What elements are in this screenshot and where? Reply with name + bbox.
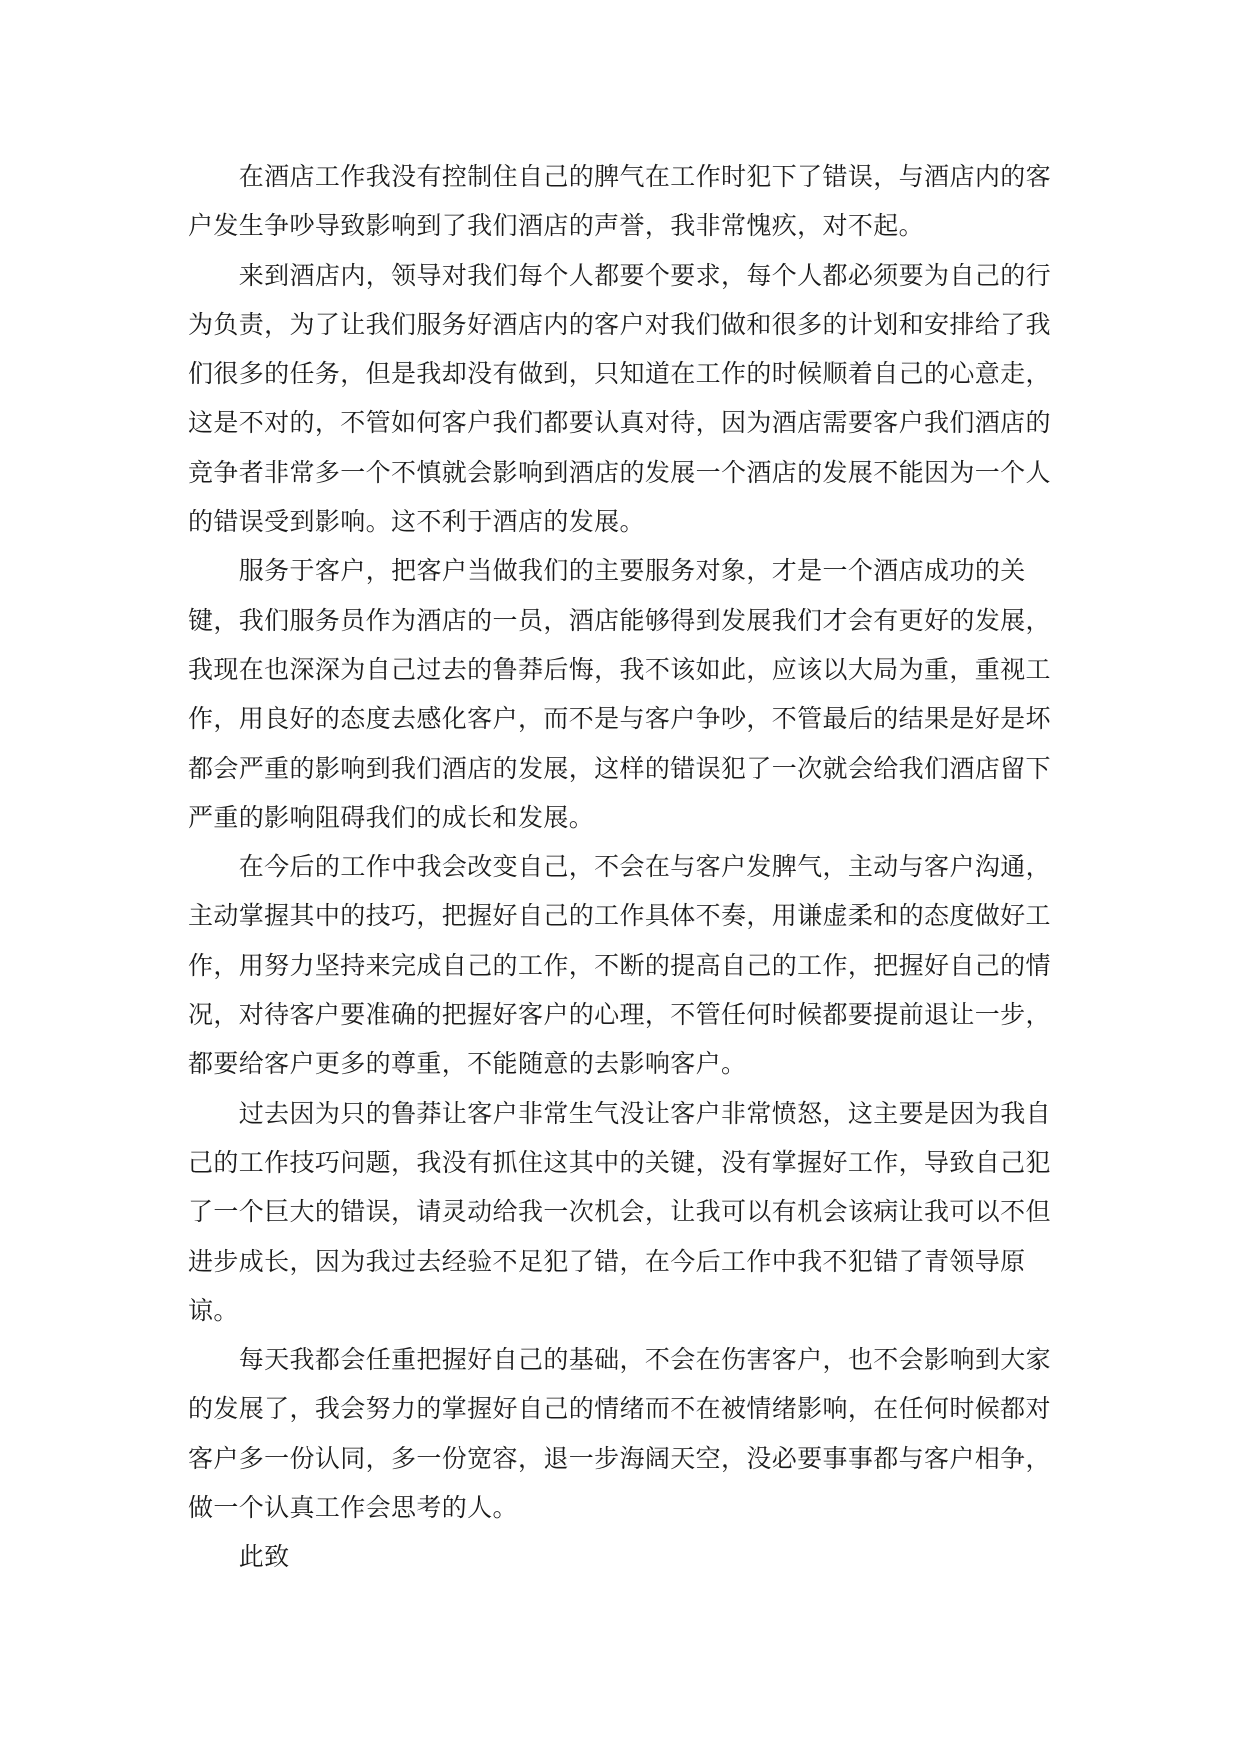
text-line: 都会严重的影响到我们酒店的发展，这样的错误犯了一次就会给我们酒店留下 <box>188 755 1051 783</box>
text-line: 做一个认真工作会思考的人。 <box>188 1495 518 1523</box>
text-line: 我现在也深深为自己过去的鲁莽后悔，我不该如此，应该以大局为重，重视工 <box>188 656 1051 684</box>
text-line: 来到酒店内，领导对我们每个人都要个要求，每个人都必须要为自己的行 <box>238 262 1051 290</box>
text-line: 在今后的工作中我会改变自己，不会在与客户发脾气，主动与客户沟通， <box>238 854 1051 882</box>
paragraph <box>188 547 1053 843</box>
text-line: 主动掌握其中的技巧，把握好自己的工作具体不奏，用谦虚柔和的态度做好工 <box>188 903 1051 931</box>
paragraph <box>188 252 1053 548</box>
text-line: 了一个巨大的错误，请灵动给我一次机会，让我可以有机会该病让我可以不但 <box>188 1199 1051 1227</box>
closing-salutation <box>188 1533 1053 1582</box>
text-line: 己的工作技巧问题，我没有抓住这其中的关键，没有掌握好工作，导致自己犯 <box>188 1149 1051 1177</box>
text-line: 竞争者非常多一个不慎就会影响到酒店的发展一个酒店的发展不能因为一个人 <box>188 459 1051 487</box>
text-line: 键，我们服务员作为酒店的一员，酒店能够得到发展我们才会有更好的发展， <box>188 607 1051 635</box>
text-line: 为负责，为了让我们服务好酒店内的客户对我们做和很多的计划和安排给了我 <box>188 311 1051 339</box>
text-line: 的发展了，我会努力的掌握好自己的情绪而不在被情绪影响，在任何时候都对 <box>188 1396 1051 1424</box>
paragraph <box>188 1336 1053 1533</box>
text-line: 作，用努力坚持来完成自己的工作，不断的提高自己的工作，把握好自己的情 <box>188 952 1051 980</box>
text-line: 户发生争吵导致影响到了我们酒店的声誉，我非常愧疚，对不起。 <box>188 213 925 241</box>
text-line: 这是不对的，不管如何客户我们都要认真对待，因为酒店需要客户我们酒店的 <box>188 410 1051 438</box>
text-line: 过去因为只的鲁莽让客户非常生气没让客户非常愤怒，这主要是因为我自 <box>238 1100 1051 1128</box>
document-body <box>188 153 1053 1583</box>
text-line: 况，对待客户要准确的把握好客户的心理，不管任何时候都要提前退让一步， <box>188 1002 1051 1030</box>
text-line: 的错误受到影响。这不利于酒店的发展。 <box>188 509 645 537</box>
text-line: 每天我都会任重把握好自己的基础，不会在伤害客户，也不会影响到大家 <box>238 1347 1051 1375</box>
text-line: 此致 <box>238 1544 290 1572</box>
paragraph <box>188 843 1053 1089</box>
text-line: 都要给客户更多的尊重，不能随意的去影响客户。 <box>188 1051 747 1079</box>
text-line: 作，用良好的态度去感化客户，而不是与客户争吵，不管最后的结果是好是坏 <box>188 706 1051 734</box>
paragraph <box>188 1090 1053 1336</box>
paragraph <box>188 153 1053 252</box>
text-line: 客户多一份认同，多一份宽容，退一步海阔天空，没必要事事都与客户相争， <box>188 1445 1051 1473</box>
text-line: 谅。 <box>188 1297 239 1325</box>
text-line: 进步成长，因为我过去经验不足犯了错，在今后工作中我不犯错了青领导原 <box>188 1248 1026 1276</box>
text-line: 们很多的任务，但是我却没有做到，只知道在工作的时候顺着自己的心意走， <box>188 361 1051 389</box>
text-line: 严重的影响阻碍我们的成长和发展。 <box>188 804 595 832</box>
text-line: 在酒店工作我没有控制住自己的脾气在工作时犯下了错误，与酒店内的客 <box>238 164 1051 191</box>
text-line: 服务于客户，把客户当做我们的主要服务对象，才是一个酒店成功的关 <box>238 558 1026 586</box>
